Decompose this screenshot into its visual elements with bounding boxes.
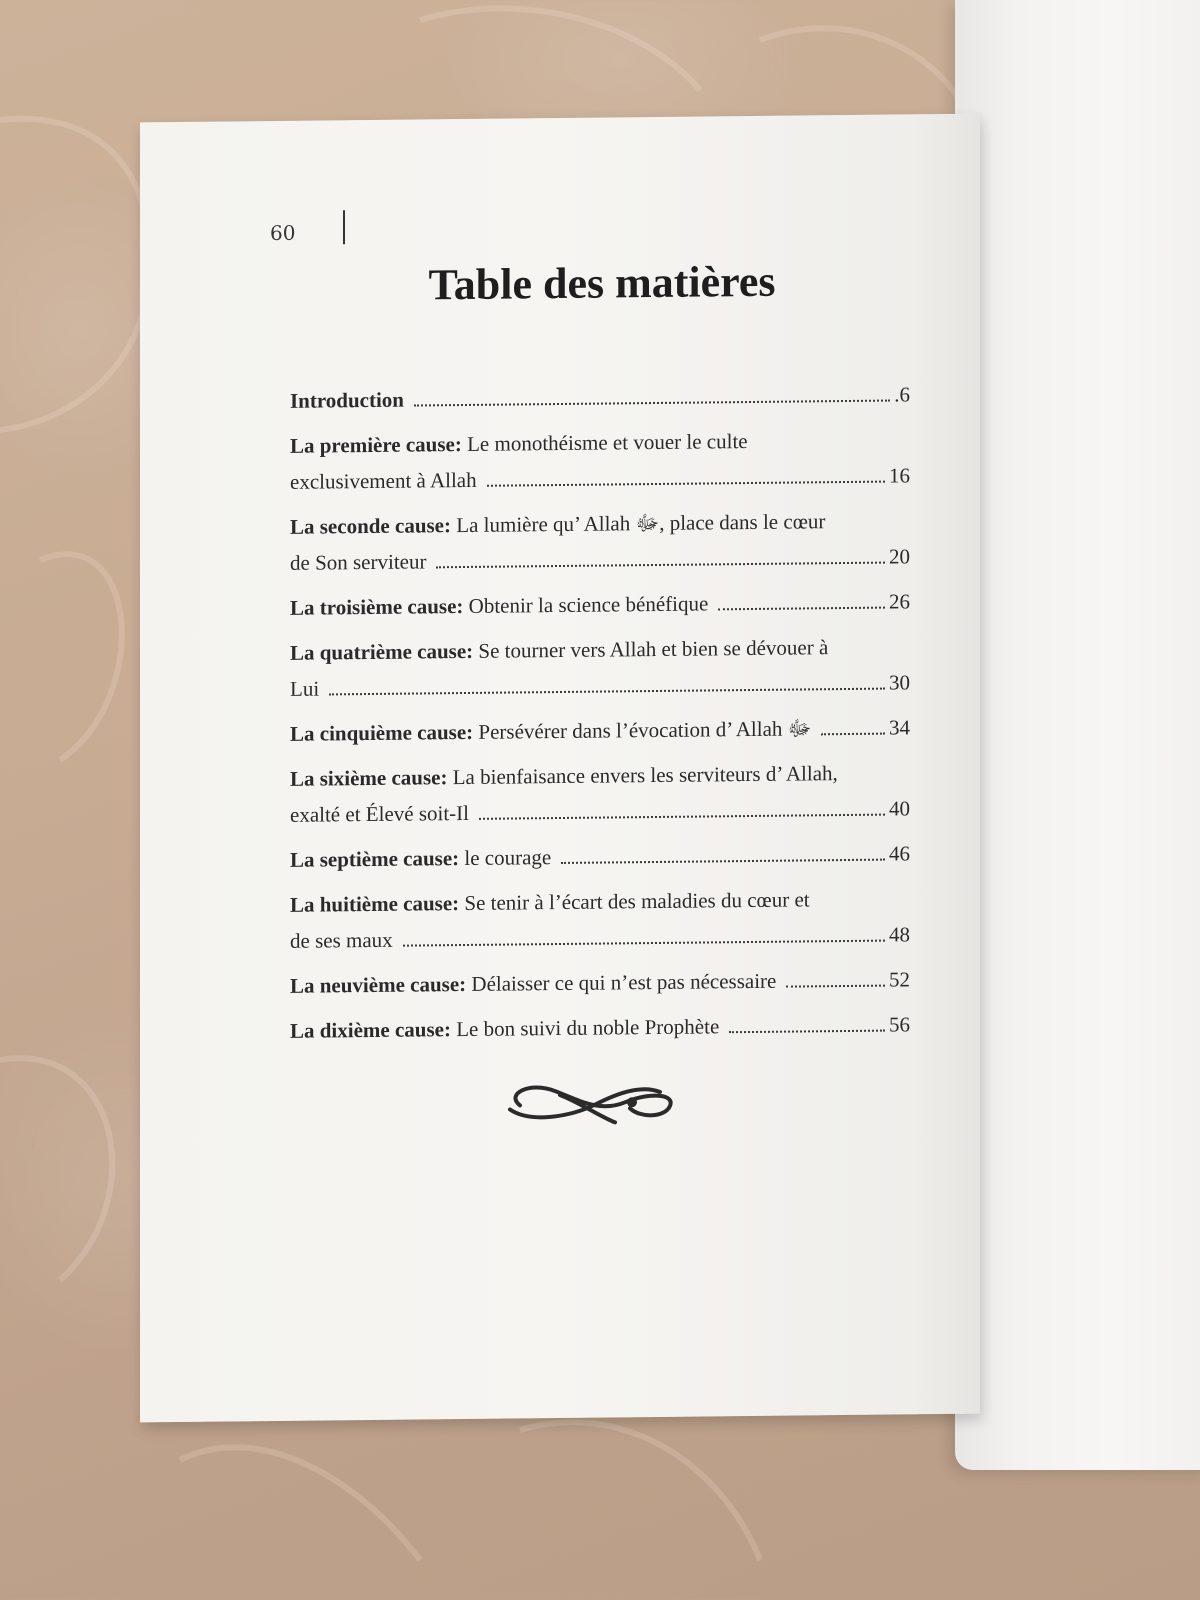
toc-leader-line — [290, 457, 910, 499]
toc-entry — [290, 961, 910, 1003]
toc-entry-text: exclusivement à Allah — [290, 467, 477, 494]
toc-page-ref: 56 — [889, 1012, 910, 1037]
toc-entry-label — [290, 382, 404, 419]
toc-entry — [290, 835, 910, 877]
toc-leader-line — [290, 538, 910, 580]
toc-entry-heading: La neuvième cause: — [290, 971, 467, 998]
toc-page-ref: 34 — [889, 715, 910, 740]
toc-page-ref: 52 — [889, 967, 910, 992]
toc-entry-text: Lui — [290, 676, 320, 701]
toc-page-ref: 30 — [889, 670, 910, 695]
toc-entry-heading: Introduction — [290, 387, 404, 413]
toc-entry-heading: La septième cause: — [290, 846, 460, 872]
toc-leader-line — [290, 664, 910, 706]
toc-entry-label — [290, 710, 811, 751]
toc-leader-line — [290, 790, 910, 832]
dot-leader — [436, 562, 885, 569]
toc-entry-text: de Son serviteur — [290, 549, 427, 575]
toc-page-ref: 46 — [889, 841, 910, 866]
toc-leader-line — [290, 1006, 910, 1048]
toc-entry — [290, 880, 910, 958]
toc-page-ref: 20 — [889, 544, 910, 569]
toc-entry — [290, 754, 910, 832]
toc-entry-text: Obtenir la science bénéfique — [463, 591, 709, 619]
page-number: 60 — [270, 220, 296, 246]
toc-entry — [290, 502, 910, 580]
toc-leader-line — [290, 376, 910, 418]
dot-leader — [561, 859, 885, 864]
dot-leader — [718, 607, 885, 611]
toc-leader-line — [290, 916, 910, 958]
toc-page-ref: 16 — [889, 463, 910, 488]
table-of-contents — [290, 376, 910, 1057]
dot-leader — [329, 688, 885, 696]
dot-leader — [403, 940, 885, 947]
toc-leader-line — [290, 961, 910, 1003]
dot-leader — [821, 733, 885, 736]
toc-entry-text: Persévérer dans l’évocation d’ Allah ﷻ — [473, 716, 812, 744]
toc-entry-label — [290, 839, 551, 878]
toc-entry-text: de ses maux — [290, 927, 393, 953]
dot-leader — [479, 814, 885, 820]
toc-entry-heading: La quatrième cause: — [290, 638, 474, 665]
facing-page — [955, 0, 1200, 1470]
toc-entry-heading: La cinquième cause: — [290, 719, 474, 746]
toc-entry — [290, 583, 910, 625]
toc-entry-first-line — [290, 628, 910, 670]
toc-leader-line — [290, 709, 910, 751]
book-page — [140, 114, 980, 1423]
toc-entry-text: le courage — [459, 845, 552, 871]
toc-entry-heading: La huitième cause: — [290, 891, 460, 917]
toc-entry-heading: La première cause: — [290, 432, 462, 458]
toc-entry — [290, 1006, 910, 1048]
toc-entry-heading: La sixième cause: — [290, 765, 448, 791]
toc-title: Table des matières — [428, 256, 776, 310]
toc-entry-text: Se tenir à l’écart des maladies du cœur et — [459, 887, 810, 916]
toc-leader-line — [290, 835, 910, 877]
dot-leader — [786, 985, 885, 988]
toc-entry-text: La bienfaisance envers les serviteurs d’ Allah, — [447, 761, 838, 790]
toc-entry — [290, 421, 910, 499]
toc-entry-text: La lumière qu’ Allah ﷻ, place dans le cœur — [451, 509, 826, 538]
toc-entry — [290, 709, 910, 751]
toc-entry — [290, 376, 910, 418]
toc-entry-label — [290, 585, 708, 625]
toc-entry-text: exalté et Élevé soit-Il — [290, 800, 470, 827]
toc-entry-heading: La troisième cause: — [290, 594, 464, 620]
toc-entry — [290, 628, 910, 706]
flourish-ornament — [500, 1072, 680, 1134]
header-rule — [343, 210, 345, 244]
toc-entry-text: Le bon suivi du noble Prophète — [450, 1014, 720, 1042]
toc-entry-heading: La dixième cause: — [290, 1017, 451, 1043]
dot-leader — [414, 400, 890, 407]
toc-page-ref: 48 — [889, 922, 910, 947]
dot-leader — [487, 481, 885, 487]
toc-entry-first-line — [290, 754, 910, 796]
toc-leader-line — [290, 583, 910, 625]
toc-entry-first-line — [290, 502, 910, 544]
toc-entry-text: Le monothéisme et vouer le culte — [461, 429, 748, 457]
toc-page-ref: 40 — [889, 796, 910, 821]
toc-page-ref: 26 — [889, 589, 910, 614]
toc-page-ref: .6 — [894, 382, 910, 407]
toc-entry-label — [290, 1008, 719, 1048]
toc-entry-heading: La seconde cause: — [290, 513, 451, 539]
dot-leader — [729, 1030, 885, 1034]
toc-entry-text: Délaisser ce qui n’est pas nécessaire — [466, 968, 777, 996]
toc-entry-label — [290, 963, 776, 1004]
toc-entry-text: Se tourner vers Allah et bien se dévouer à — [473, 635, 829, 663]
